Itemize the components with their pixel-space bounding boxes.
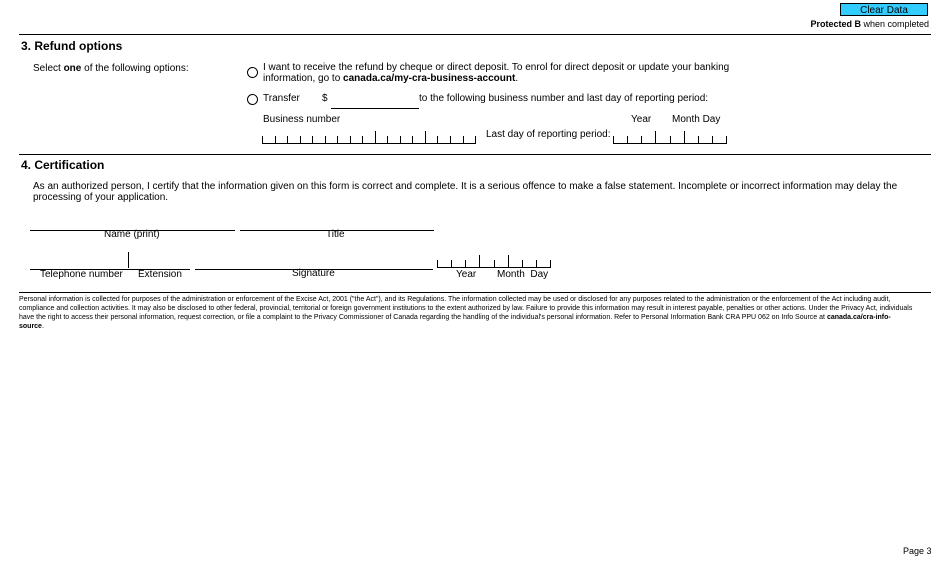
protected-b-label bbox=[810, 19, 929, 29]
cert-month-day-label: Month Day bbox=[497, 269, 549, 280]
certification-title: 4. Certification bbox=[21, 158, 105, 172]
cert-year-label: Year bbox=[456, 269, 477, 280]
select-suffix: of the following options: bbox=[81, 63, 189, 74]
refund-options-title: 3. Refund options bbox=[21, 39, 123, 53]
telephone-label: Telephone number bbox=[40, 269, 123, 280]
select-bold: one bbox=[63, 63, 82, 74]
transfer-amount-input[interactable] bbox=[331, 92, 419, 109]
telephone-divider bbox=[128, 252, 129, 268]
privacy-notice bbox=[19, 295, 914, 331]
business-number-input[interactable] bbox=[262, 131, 476, 144]
business-number-label: Business number bbox=[263, 114, 341, 125]
clear-data-button[interactable]: Clear Data bbox=[840, 3, 928, 16]
section-4-divider bbox=[19, 154, 931, 155]
title-label: Title bbox=[326, 229, 345, 240]
section-3-divider bbox=[19, 34, 931, 35]
transfer-label: Transfer bbox=[263, 93, 300, 104]
extension-input[interactable] bbox=[130, 253, 190, 270]
telephone-input[interactable] bbox=[30, 253, 132, 270]
select-prefix: Select bbox=[33, 63, 64, 74]
privacy-divider bbox=[19, 292, 931, 293]
refund-cheque-radio[interactable] bbox=[247, 67, 258, 78]
currency-symbol: $ bbox=[322, 93, 328, 104]
certification-date-input[interactable] bbox=[437, 255, 551, 268]
cra-info-source-link[interactable]: canada.ca/cra-info-source bbox=[19, 314, 891, 330]
last-day-label: Last day of reporting period: bbox=[486, 129, 611, 140]
protected-b-rest: when completed bbox=[860, 19, 929, 29]
option1-line2-prefix: information, go to bbox=[263, 73, 344, 84]
transfer-description: to the following business number and last day of reporting period: bbox=[419, 93, 709, 104]
extension-label: Extension bbox=[138, 269, 182, 280]
refund-cheque-option-text bbox=[263, 62, 729, 84]
refund-transfer-radio[interactable] bbox=[247, 94, 258, 105]
month-day-label: Month Day bbox=[672, 114, 721, 125]
protected-b-bold: Protected B bbox=[810, 19, 861, 29]
option1-line2-suffix: . bbox=[515, 73, 519, 84]
select-one-instruction bbox=[33, 63, 189, 74]
option1-line2 bbox=[263, 73, 729, 84]
name-print-label: Name (print) bbox=[104, 229, 160, 240]
option1-line1: I want to receive the refund by cheque or direct deposit. To enrol for direct deposit or update your banking bbox=[263, 62, 730, 73]
year-label: Year bbox=[631, 114, 652, 125]
privacy-text: Personal information is collected for purposes of the administration or enforcement of the Excise Act, 2001 ("the Act"), and its Regulations. The information collected may be used or disclosed for any purposes related to the administration or the enforcement of the Act including audit, compliance and collection activities. It may also be disclosed to other federal, provincial, territorial or foreign government institutions to the extent authorized by law. Failure to provide this information may result in interest payable, penalties or other actions. Under the Privacy Act, individuals have the right to access their personal information, request correction, or file a complaint to the Privacy Commissioner of Canada regarding the handling of the individual's personal information. Refer to Personal Information Bank CRA PPU 062 on Info Source at bbox=[19, 296, 913, 321]
page-number: Page 3 bbox=[903, 546, 932, 556]
reporting-period-date-input[interactable] bbox=[613, 131, 727, 144]
privacy-end: . bbox=[41, 323, 44, 330]
cra-business-account-link[interactable]: canada.ca/my-cra-business-account bbox=[343, 73, 516, 84]
certification-statement: As an authorized person, I certify that the information given on this form is correct and complete. It is a serious offence to make a false statement. Incomplete or incorrect information may delay the processing of your application. bbox=[33, 181, 898, 203]
signature-label: Signature bbox=[292, 268, 335, 279]
